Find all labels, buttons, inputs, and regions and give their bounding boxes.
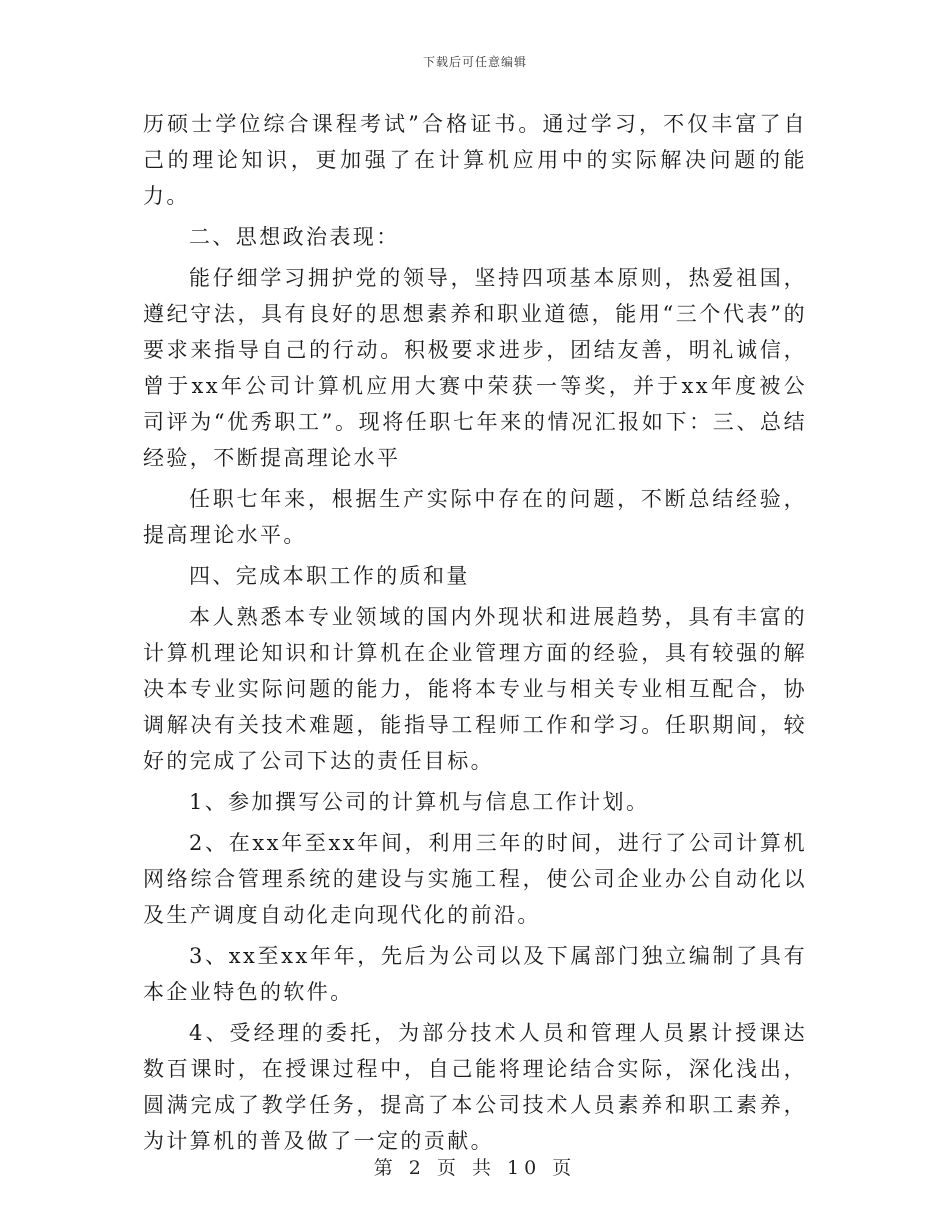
paragraph-political-performance: 能仔细学习拥护党的领导，坚持四项基本原则，热爱祖国，遵纪守法，具有良好的思想素养和职业道德，能用“三个代表”的要求来指导自己的行动。积极要求进步，团结友善，明礼诚信，曾于xx年公司计算机应用大赛中荣获一等奖，并于xx年度被公司评为“优秀职工”。现将任职七年来的情况汇报如下：三、总结经验，不断提高理论水平 [143, 266, 807, 470]
list-item-3: 3、xx至xx年年，先后为公司以及下属部门独立编制了具有本企业特色的软件。 [143, 944, 807, 1004]
list-item-1: 1、参加撰写公司的计算机与信息工作计划。 [189, 790, 650, 814]
section-heading-political: 二、思想政治表现： [189, 225, 400, 249]
paragraph-expertise: 本人熟悉本专业领域的国内外现状和进展趋势，具有丰富的计算机理论知识和计算机在企业管理方面的经验，具有较强的解决本专业实际问题的能力，能将本专业与相关专业相互配合，协调解决有关技术难题，能指导工程师工作和学习。任职期间，较好的完成了公司下达的责任目标。 [143, 605, 807, 773]
section-heading-duties: 四、完成本职工作的质和量 [189, 564, 470, 588]
list-item-4: 4、受经理的委托，为部分技术人员和管理人员累计授课达数百课时，在授课过程中，自己能将理论结合实际，深化浅出，圆满完成了教学任务，提高了本公司技术人员素养和职工素养，为计算机的普及做了一定的贡献。 [143, 1021, 807, 1153]
page-header: 下载后可任意编辑 [422, 55, 527, 69]
document-body [143, 106, 807, 1159]
list-item-2: 2、在xx年至xx年间，利用三年的时间，进行了公司计算机网络综合管理系统的建设与实施工程，使公司企业办公自动化以及生产调度自动化走向现代化的前沿。 [143, 831, 807, 927]
paragraph-experience: 任职七年来，根据生产实际中存在的问题，不断总结经验，提高理论水平。 [143, 487, 807, 547]
page-number-footer: 第 2 页 共 10 页 [373, 1157, 577, 1179]
paragraph-continuation: 历硕士学位综合课程考试”合格证书。通过学习，不仅丰富了自己的理论知识，更加强了在计算机应用中的实际解决问题的能力。 [143, 112, 807, 208]
